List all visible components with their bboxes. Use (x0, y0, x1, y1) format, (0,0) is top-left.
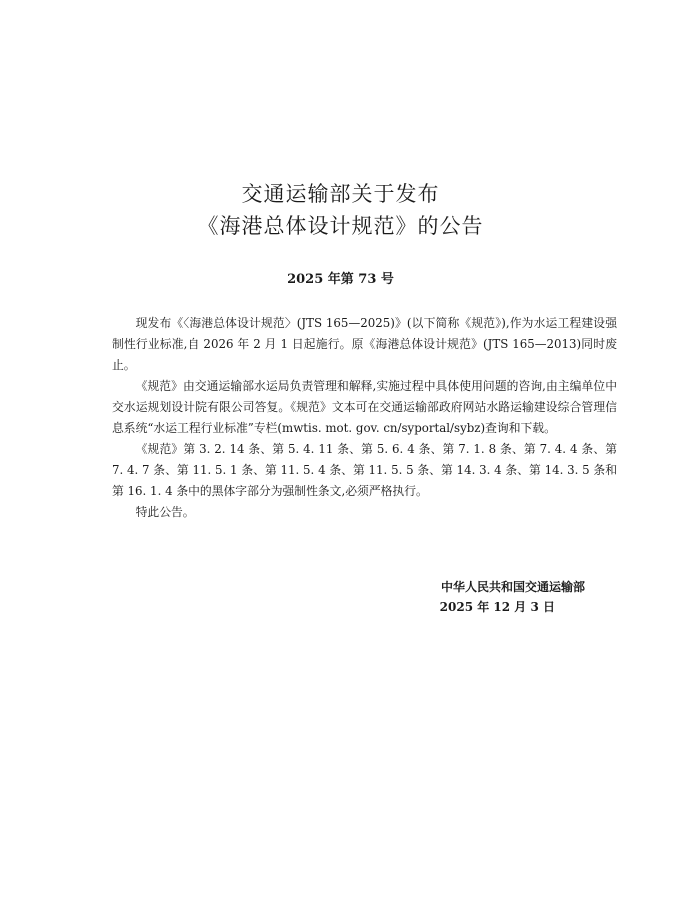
paragraph-mandatory-clauses: 《规范》第 3. 2. 14 条、第 5. 4. 11 条、第 5. 6. 4 条、第 7. 1. 8 条、第 7. 4. 4 条、第 7. 4. 7 条、第 11. 5. 1 条、第 11. 5. 4 条、第 11. 5. 5 条、第 14. 3. 4 条、第 14. 3. 5 条和第 16. 1. 4 条中的黑体字部分为强制性条文,必须严格执行。 (112, 442, 617, 498)
paragraph-management: 《规范》由交通运输部水运局负责管理和解释,实施过程中具体使用问题的咨询,由主编单位中交水运规划设计院有限公司答复。《规范》文本可在交通运输部政府网站水路运输建设综合管理信息系统“水运工程行业标准”专栏(mwtis. mot. gov. cn/syportal/sybz)查询和下载。 (112, 379, 617, 435)
issue-date: 2025 年 12 月 3 日 (439, 600, 555, 614)
page-title-line-2: 《海港总体设计规范》的公告 (197, 214, 484, 238)
page-title-line-1: 交通运输部关于发布 (241, 182, 440, 206)
paragraph-closing: 特此公告。 (135, 505, 195, 519)
announcement-body (112, 313, 617, 523)
issuing-organization: 中华人民共和国交通运输部 (440, 580, 585, 594)
paragraph-release: 现发布《〈海港总体设计规范〉(JTS 165—2025)》(以下简称《规范》),作为水运工程建设强制性行业标准,自 2026 年 2 月 1 日起施行。原《海港总体设计规范》(JTS 165—2013)同时废止。 (112, 316, 617, 372)
document-number: 2025 年第 73 号 (287, 272, 394, 287)
